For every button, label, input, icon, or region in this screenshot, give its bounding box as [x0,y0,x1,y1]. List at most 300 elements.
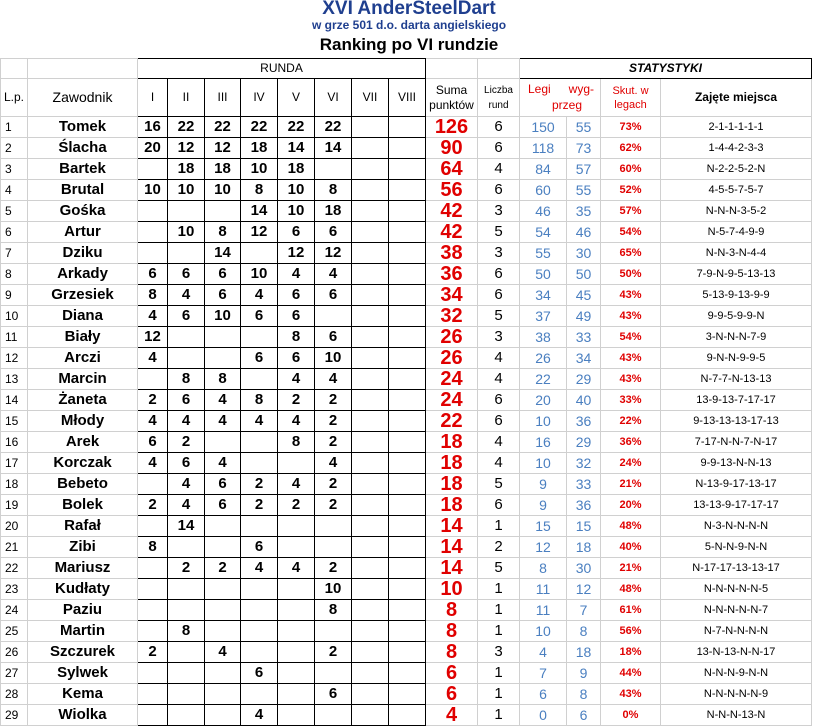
round-points: 2 [315,411,352,432]
leg-efficiency: 48% [601,516,661,537]
rounds-played: 1 [478,705,520,726]
leg-efficiency: 56% [601,621,661,642]
round-points [205,432,241,453]
total-points: 14 [426,558,478,579]
round-points: 4 [241,285,278,306]
round-points [352,684,389,705]
round-points [278,537,315,558]
round-points [389,369,426,390]
round-points: 8 [168,621,205,642]
table-row [1,159,812,180]
round-header-5: V [278,79,315,117]
legs-lost: 30 [567,558,601,579]
rounds-played: 4 [478,369,520,390]
round-points [205,516,241,537]
round-points: 4 [138,348,168,369]
round-points [168,579,205,600]
round-points [352,558,389,579]
round-points [205,327,241,348]
round-points: 4 [278,369,315,390]
round-points: 8 [278,327,315,348]
places-taken: N-N-3-N-4-4 [661,243,812,264]
leg-efficiency: 22% [601,411,661,432]
total-points: 18 [426,495,478,516]
round-points [205,537,241,558]
legs-lost: 55 [567,117,601,138]
rounds-played: 3 [478,327,520,348]
places-taken: N-2-2-5-2-N [661,159,812,180]
round-points [138,159,168,180]
round-points [352,369,389,390]
row-number: 29 [1,705,28,726]
round-points [168,663,205,684]
round-points: 4 [138,453,168,474]
round-points [278,705,315,726]
table-row [1,180,812,201]
round-points: 18 [278,159,315,180]
liczba-header [478,79,520,117]
legach-label: legach [614,98,647,111]
round-points [241,600,278,621]
places-taken: 4-5-5-7-5-7 [661,180,812,201]
round-points: 8 [205,369,241,390]
player-name: Arkady [28,264,138,285]
table-row [1,705,812,726]
rounds-played: 4 [478,348,520,369]
total-points: 126 [426,117,478,138]
leg-efficiency: 33% [601,390,661,411]
table-row [1,642,812,663]
row-number: 6 [1,222,28,243]
round-points: 4 [315,369,352,390]
round-points: 6 [168,453,205,474]
round-points: 10 [278,180,315,201]
round-points [389,180,426,201]
round-points: 18 [205,159,241,180]
round-points: 18 [241,138,278,159]
round-points: 4 [241,558,278,579]
leg-efficiency: 44% [601,663,661,684]
round-points: 12 [241,222,278,243]
total-points: 14 [426,537,478,558]
total-points: 34 [426,285,478,306]
round-points: 2 [315,390,352,411]
legs-lost: 46 [567,222,601,243]
legs-won: 4 [520,642,567,663]
row-number: 19 [1,495,28,516]
round-points: 14 [278,138,315,159]
player-name: Paziu [28,600,138,621]
legs-lost: 8 [567,621,601,642]
round-points: 20 [138,138,168,159]
round-points: 10 [315,348,352,369]
round-header-2: II [168,79,205,117]
legs-won: 9 [520,495,567,516]
round-points [168,537,205,558]
row-number: 22 [1,558,28,579]
places-taken: N-7-7-N-13-13 [661,369,812,390]
player-name: Zibi [28,537,138,558]
places-taken: N-N-N-13-N [661,705,812,726]
round-points: 2 [315,558,352,579]
legs-won: 11 [520,579,567,600]
round-points [138,663,168,684]
legs-won: 55 [520,243,567,264]
round-points [138,621,168,642]
round-points [352,306,389,327]
round-points: 2 [315,495,352,516]
statystyki-header: STATYSTYKI [520,59,812,79]
legs-won: 0 [520,705,567,726]
rounds-played: 1 [478,579,520,600]
round-points: 4 [138,306,168,327]
legs-won: 8 [520,558,567,579]
round-points: 2 [278,390,315,411]
round-points [168,600,205,621]
legs-won: 10 [520,621,567,642]
round-points [352,432,389,453]
row-number: 15 [1,411,28,432]
rounds-played: 1 [478,516,520,537]
round-points: 6 [278,285,315,306]
round-points [168,327,205,348]
round-points: 2 [138,390,168,411]
total-points: 14 [426,516,478,537]
player-name: Rafał [28,516,138,537]
legs-lost: 40 [567,390,601,411]
legs-won: 9 [520,474,567,495]
round-points [315,306,352,327]
places-taken: 7-17-N-N-7-N-17 [661,432,812,453]
legs-lost: 9 [567,663,601,684]
round-points [315,705,352,726]
player-name: Biały [28,327,138,348]
total-points: 22 [426,411,478,432]
rounds-played: 1 [478,684,520,705]
round-points: 22 [278,117,315,138]
total-points: 18 [426,432,478,453]
leg-efficiency: 43% [601,348,661,369]
round-points [389,705,426,726]
round-points: 8 [241,390,278,411]
places-taken: 1-4-4-2-3-3 [661,138,812,159]
suma-label: Suma [435,82,468,97]
round-points: 22 [168,117,205,138]
round-points [352,663,389,684]
total-points: 6 [426,684,478,705]
round-points [389,663,426,684]
round-points [352,600,389,621]
punktow-label: punktów [429,97,474,112]
legi-header [520,79,601,117]
player-name: Kema [28,684,138,705]
legs-won: 60 [520,180,567,201]
legs-lost: 15 [567,516,601,537]
runda-header: RUNDA [138,59,426,79]
round-points: 4 [168,285,205,306]
round-points: 6 [315,327,352,348]
round-points [389,684,426,705]
leg-efficiency: 50% [601,264,661,285]
total-points: 36 [426,264,478,285]
round-points: 6 [205,264,241,285]
table-row [1,558,812,579]
round-points: 2 [241,495,278,516]
ranking-heading: Ranking po VI rundzie [319,35,499,54]
round-points [389,516,426,537]
legs-won: 16 [520,432,567,453]
table-row [1,411,812,432]
round-points: 12 [168,138,205,159]
round-points: 6 [315,222,352,243]
round-points [352,243,389,264]
round-points: 6 [168,306,205,327]
legs-lost: 30 [567,243,601,264]
leg-efficiency: 20% [601,495,661,516]
round-header-6: VI [315,79,352,117]
player-name: Ślacha [28,138,138,159]
round-points: 4 [168,411,205,432]
table-row [1,306,812,327]
places-taken: N-3-N-N-N-N [661,516,812,537]
legs-won: 10 [520,453,567,474]
leg-efficiency: 52% [601,180,661,201]
leg-efficiency: 21% [601,558,661,579]
leg-efficiency: 43% [601,306,661,327]
player-name: Żaneta [28,390,138,411]
places-taken: N-N-N-3-5-2 [661,201,812,222]
round-points: 2 [278,495,315,516]
round-points: 14 [168,516,205,537]
round-points [168,642,205,663]
legs-lost: 29 [567,432,601,453]
legs-lost: 18 [567,642,601,663]
round-points [352,285,389,306]
table-row [1,663,812,684]
round-points [389,117,426,138]
total-points: 8 [426,600,478,621]
round-points: 12 [205,138,241,159]
round-points [138,243,168,264]
round-points: 2 [315,432,352,453]
round-points [138,222,168,243]
total-points: 24 [426,369,478,390]
round-points [352,348,389,369]
round-points [315,516,352,537]
round-points [352,138,389,159]
rounds-played: 6 [478,180,520,201]
round-points [138,579,168,600]
legs-won: 11 [520,600,567,621]
round-points: 4 [205,411,241,432]
table-row [1,201,812,222]
row-number: 17 [1,453,28,474]
places-taken: 13-N-13-N-N-17 [661,642,812,663]
table-row [1,348,812,369]
row-number: 26 [1,642,28,663]
table-row [1,264,812,285]
round-points [389,243,426,264]
row-number: 12 [1,348,28,369]
round-points: 22 [241,117,278,138]
legs-won: 15 [520,516,567,537]
row-number: 25 [1,621,28,642]
places-taken: 3-N-N-N-7-9 [661,327,812,348]
ranking-rows [1,117,812,726]
round-points [352,411,389,432]
round-points [352,642,389,663]
round-points [278,453,315,474]
row-number: 18 [1,474,28,495]
legs-won: 54 [520,222,567,243]
round-points [205,663,241,684]
round-points [352,705,389,726]
legs-won: 6 [520,684,567,705]
table-row [1,474,812,495]
legs-lost: 33 [567,327,601,348]
player-name: Marcin [28,369,138,390]
leg-efficiency: 65% [601,243,661,264]
table-row [1,327,812,348]
row-number: 16 [1,432,28,453]
row-number: 3 [1,159,28,180]
round-points [389,390,426,411]
legs-won: 118 [520,138,567,159]
round-points: 8 [241,180,278,201]
rounds-played: 5 [478,222,520,243]
total-points: 18 [426,453,478,474]
places-taken: N-N-N-N-N-9 [661,684,812,705]
legs-lost: 32 [567,453,601,474]
player-name: Mariusz [28,558,138,579]
legs-lost: 12 [567,579,601,600]
row-number: 21 [1,537,28,558]
round-points: 2 [205,558,241,579]
row-number: 24 [1,600,28,621]
total-points: 42 [426,222,478,243]
leg-efficiency: 0% [601,705,661,726]
round-points [389,348,426,369]
round-points [205,348,241,369]
table-row [1,495,812,516]
legs-lost: 50 [567,264,601,285]
player-name: Młody [28,411,138,432]
round-points [352,495,389,516]
round-points [168,348,205,369]
round-points: 2 [315,642,352,663]
round-points: 6 [241,537,278,558]
round-points [315,537,352,558]
round-points: 10 [205,180,241,201]
leg-efficiency: 43% [601,369,661,390]
round-points: 6 [241,306,278,327]
places-taken: 9-9-13-N-N-13 [661,453,812,474]
round-points: 22 [205,117,241,138]
round-points [389,432,426,453]
rounds-played: 6 [478,264,520,285]
round-points: 6 [241,663,278,684]
leg-efficiency: 54% [601,327,661,348]
round-points [389,474,426,495]
round-points [138,684,168,705]
round-points [352,327,389,348]
round-points: 6 [315,684,352,705]
legs-lost: 18 [567,537,601,558]
player-name: Arczi [28,348,138,369]
row-number: 28 [1,684,28,705]
round-points [278,642,315,663]
total-points: 8 [426,621,478,642]
round-points [389,159,426,180]
legs-won: 26 [520,348,567,369]
round-points: 6 [138,264,168,285]
total-points: 56 [426,180,478,201]
round-points: 2 [241,474,278,495]
leg-efficiency: 43% [601,285,661,306]
leg-efficiency: 24% [601,453,661,474]
player-name: Bartek [28,159,138,180]
round-points [168,684,205,705]
places-taken: 2-1-1-1-1-1 [661,117,812,138]
rounds-played: 1 [478,600,520,621]
rounds-played: 6 [478,285,520,306]
round-points: 12 [278,243,315,264]
round-points [278,579,315,600]
round-points [389,285,426,306]
round-points: 12 [315,243,352,264]
round-points [205,600,241,621]
player-name: Martin [28,621,138,642]
round-points [168,705,205,726]
round-points [352,201,389,222]
skut-label: Skut. w [612,84,649,97]
player-name: Kudłaty [28,579,138,600]
round-header-8: VIII [389,79,426,117]
round-points: 18 [168,159,205,180]
table-row [1,390,812,411]
round-points [278,600,315,621]
round-points: 10 [278,201,315,222]
row-number: 10 [1,306,28,327]
places-taken: 9-N-N-9-9-5 [661,348,812,369]
round-points [389,579,426,600]
rounds-played: 6 [478,390,520,411]
round-points: 6 [205,474,241,495]
przeg-label: przeg [552,98,583,112]
table-row [1,285,812,306]
leg-efficiency: 57% [601,201,661,222]
skut-header [601,79,661,117]
table-row [1,684,812,705]
page-subtitle: w grze 501 d.o. darta angielskiego [311,18,507,32]
round-points [138,600,168,621]
places-taken: N-13-9-17-13-17 [661,474,812,495]
rounds-played: 5 [478,474,520,495]
round-points: 4 [278,411,315,432]
round-points [241,684,278,705]
round-points: 14 [315,138,352,159]
round-points: 4 [241,705,278,726]
rounds-played: 5 [478,558,520,579]
round-points [389,600,426,621]
table-row [1,138,812,159]
row-number: 27 [1,663,28,684]
round-points [352,579,389,600]
legs-lost: 8 [567,684,601,705]
legs-won: 38 [520,327,567,348]
total-points: 26 [426,348,478,369]
rounds-played: 6 [478,495,520,516]
